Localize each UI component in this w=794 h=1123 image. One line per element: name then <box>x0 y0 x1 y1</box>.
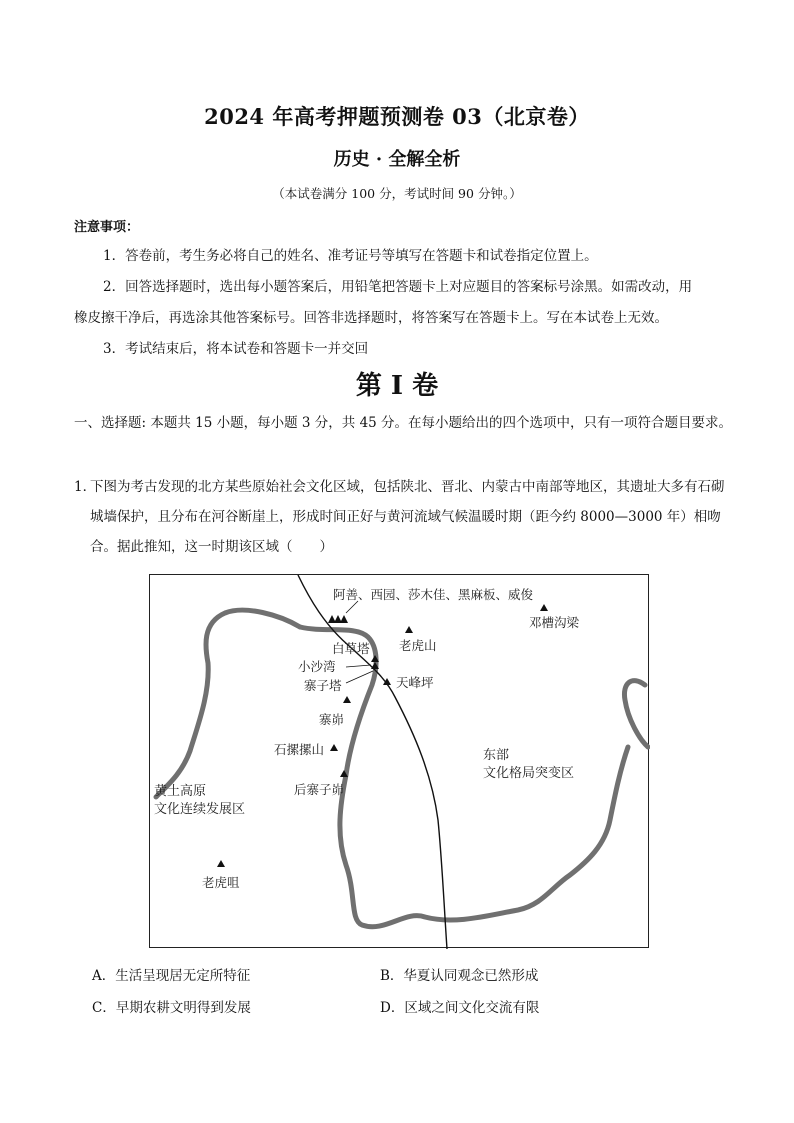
label-west-region-line2: 文化连续发展区 <box>154 802 246 817</box>
label-baicao: 白草塔 <box>332 641 370 656</box>
exam-note: （本试卷满分 100 分，考试时间 90 分钟。） <box>272 186 522 201</box>
site-marker-zhaimao <box>343 696 351 703</box>
label-east-region <box>483 747 574 783</box>
label-dengcao: 邓槽沟梁 <box>529 615 580 630</box>
section-instruction: 一、选择题: 本题共 15 小题，每小题 3 分，共 45 分。在每小题给出的四个选项中，只有一项符合题目要求。 <box>74 415 733 431</box>
leader-zhaizita <box>346 671 373 683</box>
question-number: 1． <box>74 479 97 495</box>
label-tianfengping: 天峰坪 <box>396 675 434 690</box>
site-marker-shibaibaishan <box>330 744 338 751</box>
notice-item-1: 1．答卷前，考生务必将自己的姓名、准考证号等填写在答题卡和试卷指定位置上。 <box>103 248 598 264</box>
east-coast-arc <box>624 681 648 747</box>
label-laohuzu: 老虎咀 <box>202 875 240 890</box>
site-marker-laohuzu <box>217 860 225 867</box>
option-a[interactable]: A．生活呈现居无定所特征 <box>92 968 251 984</box>
archaeology-map <box>149 574 649 948</box>
question-text: 下图为考古发现的北方某些原始社会文化区域，包括陕北、晋北、内蒙古中南部等地区，其遗址大多有石砌城墙保护，且分布在河谷断崖上，形成时间正好与黄河流域气候温暖时期（距今约 8000—3000 年）相吻合。据此推知，这一时期该区域（ ） <box>90 479 725 555</box>
site-markers <box>217 604 548 867</box>
paper-title: 2024 年高考押题预测卷 03（北京卷） <box>204 104 590 129</box>
question-stem <box>74 472 736 562</box>
option-c[interactable]: C．早期农耕文明得到发展 <box>92 1000 251 1016</box>
leader-xiaoshawan <box>346 665 371 667</box>
notice-item-2: 2．回答选择题时，选出每小题答案后，用铅笔把答题卡上对应题目的答案标号涂黑。如需改动，用 <box>103 279 693 295</box>
site-marker-laohushan <box>405 626 413 633</box>
label-laohushan: 老虎山 <box>399 638 437 653</box>
notice-item-2-cont: 橡皮擦干净后，再选涂其他答案标号。回答非选择题时，将答案写在答题卡上。写在本试卷上无效。 <box>74 310 668 326</box>
label-houzhaizimao: 后寨子峁 <box>294 782 345 797</box>
section-title: 第 I 卷 <box>355 371 439 401</box>
label-east-region-line1: 东部 <box>483 748 510 763</box>
label-zhaimao: 寨峁 <box>319 712 345 727</box>
option-d[interactable]: D．区域之间文化交流有限 <box>380 1000 540 1016</box>
notice-item-3: 3．考试结束后，将本试卷和答题卡一并交回 <box>103 341 369 357</box>
paper-subtitle: 历史 · 全解全析 <box>333 149 461 170</box>
label-west-region <box>154 783 245 819</box>
site-marker-dengcao <box>540 604 548 611</box>
label-west-region-line1: 黄土高原 <box>154 784 207 799</box>
label-shibaibaishan: 石摞摞山 <box>274 742 325 757</box>
option-b[interactable]: B．华夏认同观念已然形成 <box>380 968 539 984</box>
site-marker-tianfengping <box>383 678 391 685</box>
site-marker-top-3 <box>340 615 348 623</box>
label-xiaoshawan: 小沙湾 <box>298 659 336 674</box>
label-zhaizita: 寨子塔 <box>304 678 342 693</box>
map-drawing <box>150 575 650 949</box>
notice-heading: 注意事项： <box>74 220 140 235</box>
label-east-region-line2: 文化格局突变区 <box>483 766 575 781</box>
label-top-group: 阿善、西园、莎木佳、黑麻板、威俊 <box>333 587 534 602</box>
region-boundary <box>156 610 300 797</box>
loess-boundary <box>300 627 628 927</box>
